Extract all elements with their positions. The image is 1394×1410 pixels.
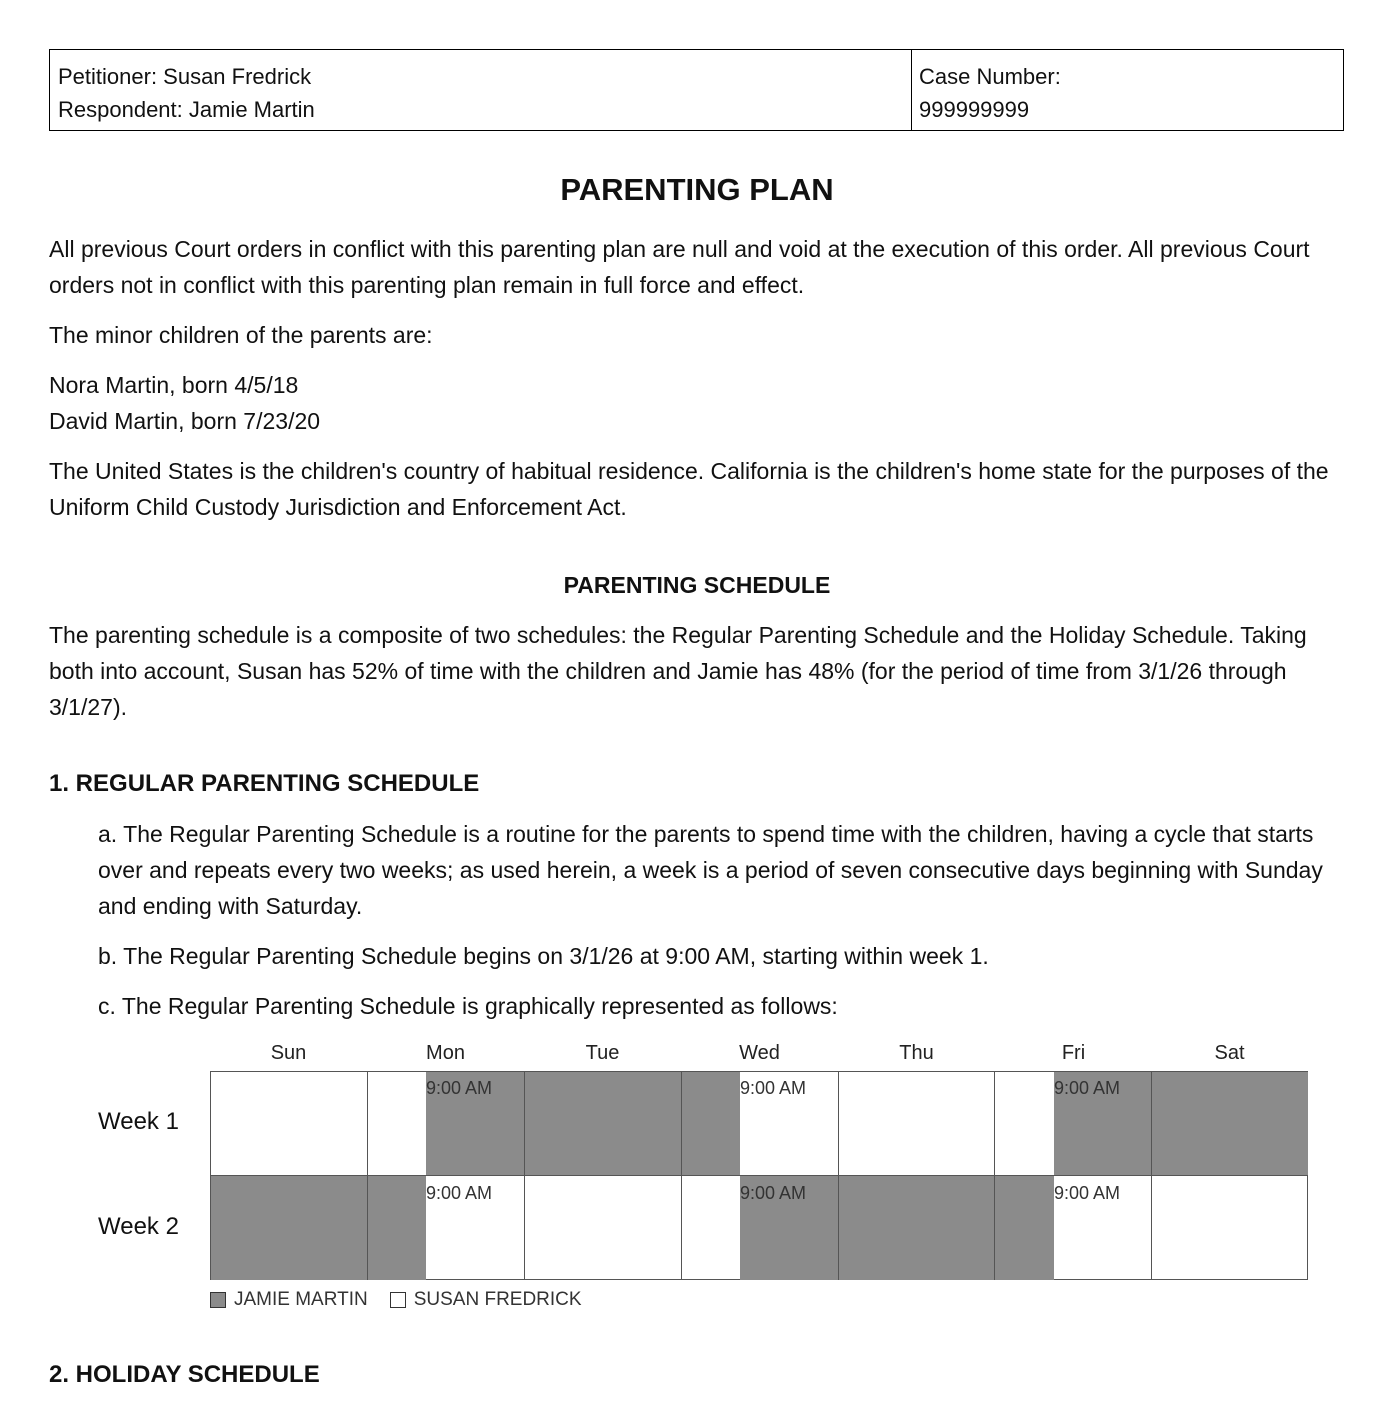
regular-schedule-item-a: a. The Regular Parenting Schedule is a routine for the parents to spend time with the children, having a cycle that starts over and repeats every two weeks; as used herein, a week is a period of seven consecutive days beginning with Sunday and ending with Saturday. [98,821,1323,919]
week-label-1: Week 1 [98,1108,179,1135]
case-number-label: Case Number: [919,64,1061,89]
parenting-schedule-heading: PARENTING SCHEDULE [563,572,831,598]
schedule-paragraph: The parenting schedule is a composite of two schedules: the Regular Parenting Schedule and the Holiday Schedule. Taking both into account, Susan has 52% of time with the children and Jamie has 48% (for the period of time from 3/1/26 through 3/1/27). [49,622,1307,720]
day-label-sun: Sun [270,1042,307,1064]
exchange-time-w2-mon: 9:00 AM [426,1183,493,1203]
week-label-2: Week 2 [98,1213,179,1240]
day-label-sat: Sat [1214,1042,1245,1064]
exchange-time-w1-mon: 9:00 AM [426,1078,493,1098]
child-2: David Martin, born 7/23/20 [49,408,321,434]
residence-paragraph: The United States is the children's country of habitual residence. California is the children's home state for the purposes of the Uniform Child Custody Jurisdiction and Enforcement Act. [49,458,1329,520]
holiday-schedule-heading: 2. HOLIDAY SCHEDULE [49,1361,320,1388]
legend-item-susan [390,1289,582,1311]
legend-swatch-susan [390,1292,406,1308]
respondent: Respondent: Jamie Martin [58,97,315,122]
case-number: 999999999 [919,97,1030,122]
grid-line [210,1175,1308,1176]
parties-cell [50,50,912,130]
exchange-time-w2-fri: 9:00 AM [1054,1183,1121,1203]
regular-schedule-heading: 1. REGULAR PARENTING SCHEDULE [49,770,480,797]
legend-label-jamie: JAMIE MARTIN [234,1289,368,1310]
exchange-time-w1-fri: 9:00 AM [1054,1078,1121,1098]
children-intro: The minor children of the parents are: [49,322,433,348]
day-label-fri: Fri [1061,1042,1086,1064]
case-header [49,49,1344,131]
jamie-block-week2-sun-mon [211,1176,426,1280]
exchange-time-w1-wed: 9:00 AM [740,1078,807,1098]
exchange-time-w2-wed: 9:00 AM [740,1183,807,1203]
legend-item-jamie [210,1289,368,1311]
page-title: PARENTING PLAN [560,172,834,207]
day-label-thu: Thu [899,1042,934,1064]
calendar-legend [210,1289,604,1311]
day-label-tue: Tue [585,1042,620,1064]
intro-paragraph: All previous Court orders in conflict with this parenting plan are null and void at the execution of this order. All previous Court orders not in conflict with this parenting plan remain in full force and effect. [49,236,1310,298]
legend-swatch-jamie [210,1292,226,1308]
day-label-mon: Mon [426,1042,465,1064]
regular-schedule-item-b: b. The Regular Parenting Schedule begins on 3/1/26 at 9:00 AM, starting within week 1. [98,943,989,969]
case-number-cell [912,50,1343,130]
day-label-wed: Wed [739,1042,780,1064]
child-1: Nora Martin, born 4/5/18 [49,372,299,398]
legend-label-susan: SUSAN FREDRICK [413,1289,582,1310]
petitioner: Petitioner: Susan Fredrick [58,64,312,89]
regular-schedule-item-c: c. The Regular Parenting Schedule is graphically represented as follows: [98,993,838,1019]
